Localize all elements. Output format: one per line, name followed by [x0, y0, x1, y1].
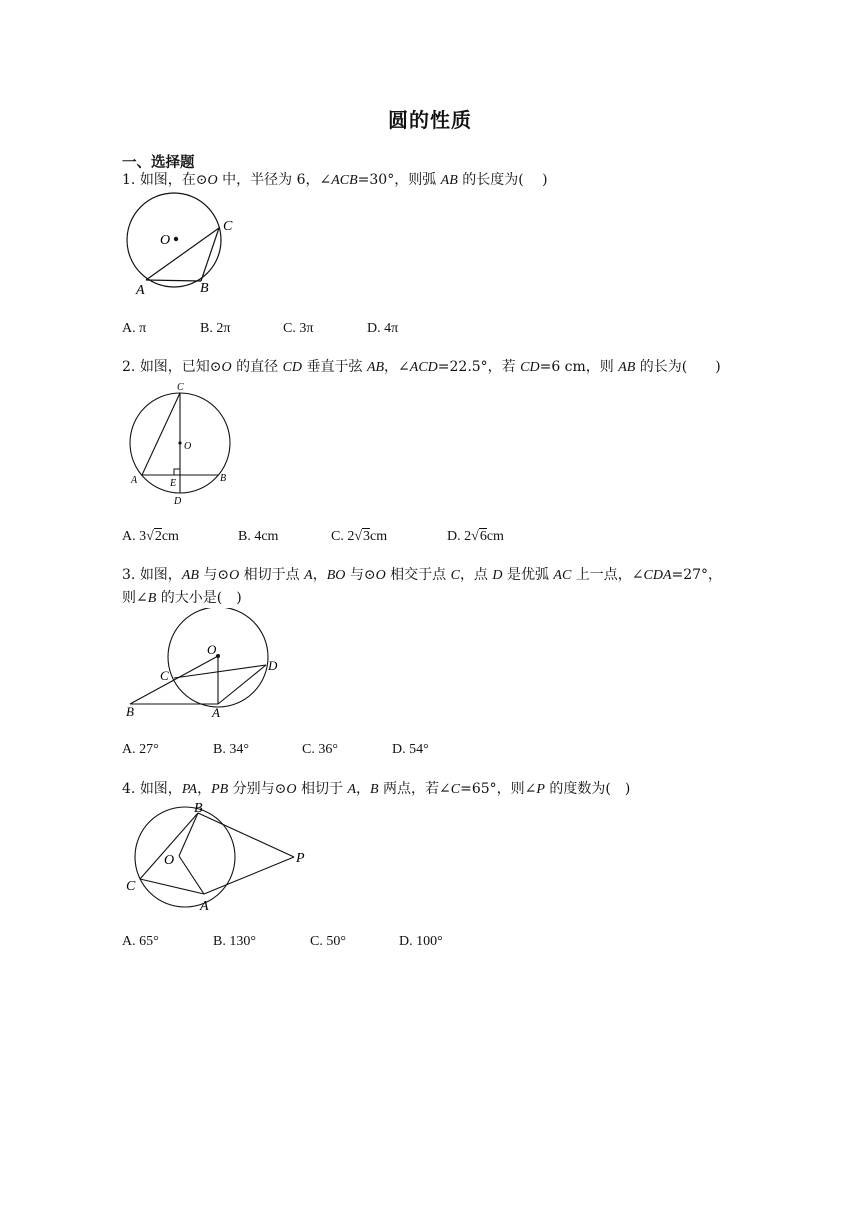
- option-b[interactable]: B. 2π: [200, 321, 231, 336]
- page-title: 圆的性质: [388, 108, 472, 132]
- option-a[interactable]: A. π: [122, 321, 147, 336]
- label-d: D: [174, 496, 182, 507]
- label-b: B: [200, 281, 209, 296]
- label-a: A: [212, 705, 220, 720]
- label-a: A: [200, 899, 209, 914]
- label-a: A: [131, 475, 138, 486]
- option-c[interactable]: C. 36°: [302, 742, 338, 757]
- label-c: C: [223, 219, 233, 234]
- label-o: O: [207, 642, 217, 657]
- label-o: O: [164, 853, 175, 868]
- option-b[interactable]: B. 34°: [213, 742, 249, 757]
- question-2-figure: [122, 378, 240, 508]
- question-1-text: 1. 如图，在⊙O 中，半径为 6，∠ACB=30°，则弧 AB 的长度为( ): [122, 172, 548, 188]
- option-c[interactable]: C. 2√3cm: [331, 529, 388, 544]
- label-p: P: [296, 851, 305, 866]
- option-b[interactable]: B. 130°: [213, 934, 256, 949]
- option-b[interactable]: B. 4cm: [238, 529, 279, 544]
- label-d: D: [268, 658, 278, 673]
- option-d[interactable]: D. 2√6cm: [447, 529, 504, 544]
- label-o: O: [184, 441, 192, 452]
- option-d[interactable]: D. 54°: [392, 742, 429, 757]
- label-e: E: [170, 478, 177, 489]
- question-2-text: 2. 如图，已知⊙O 的直径 CD 垂直于弦 AB，∠ACD=22.5°，若 CD=6 cm，则 AB 的长为( ): [122, 359, 721, 375]
- option-c[interactable]: C. 50°: [310, 934, 346, 949]
- option-d[interactable]: D. 4π: [367, 321, 399, 336]
- label-b: B: [126, 704, 134, 719]
- option-c[interactable]: C. 3π: [283, 321, 314, 336]
- label-c: C: [126, 879, 136, 894]
- label-a: A: [136, 283, 145, 298]
- label-o: O: [160, 233, 171, 248]
- label-c: C: [177, 382, 184, 393]
- label-b: B: [194, 801, 203, 816]
- option-d[interactable]: D. 100°: [399, 934, 443, 949]
- question-4-figure: [122, 798, 310, 914]
- question-4-text: 4. 如图，PA，PB 分别与⊙O 相切于 A，B 两点，若∠C=65°，则∠P 的度数为( ): [122, 781, 631, 797]
- option-a[interactable]: A. 27°: [122, 742, 159, 757]
- label-c: C: [160, 668, 169, 683]
- question-3-text: 3. 如图，AB 与⊙O 相切于点 A，BO 与⊙O 相交于点 C，点 D 是优弧 AC 上一点，∠CDA=27°， 则∠B 的大小是( ): [122, 567, 723, 606]
- option-a[interactable]: A. 65°: [122, 934, 159, 949]
- option-a[interactable]: A. 3√2cm: [122, 529, 179, 544]
- label-b: B: [220, 473, 227, 484]
- section-heading: 一、选择题: [122, 155, 195, 171]
- question-1-figure: [122, 192, 240, 298]
- question-3-figure: [122, 608, 282, 720]
